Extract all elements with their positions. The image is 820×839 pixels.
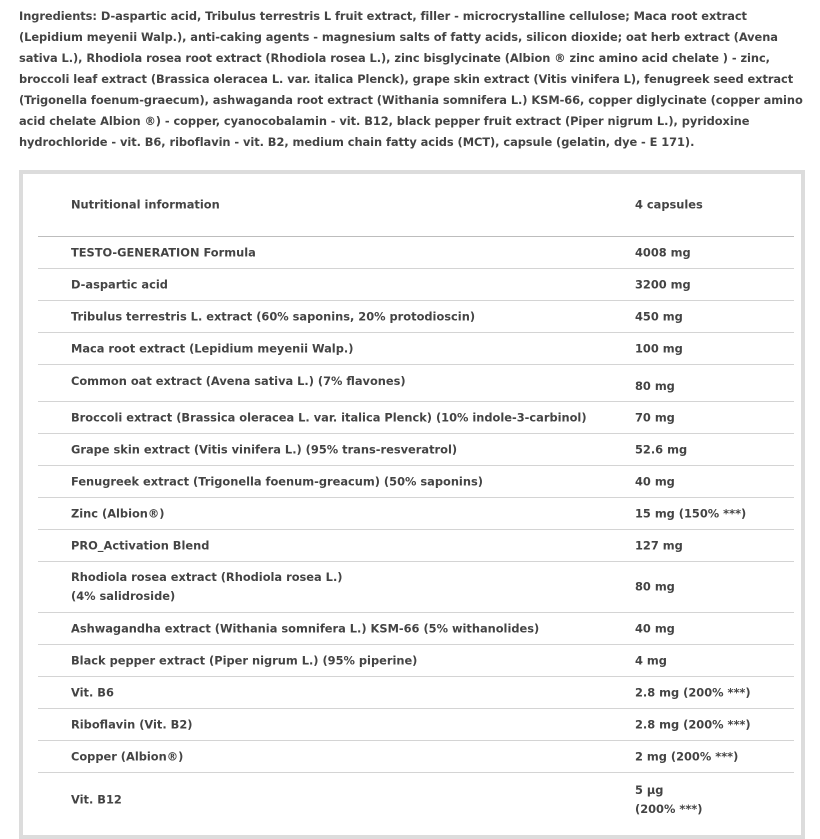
row-name-cell: Vit. B12 xyxy=(71,792,122,807)
header-value-cell: 4 capsules xyxy=(635,197,703,212)
table-row xyxy=(38,530,794,562)
table-row xyxy=(38,645,794,677)
row-value-cell: 5 µg (200% ***) xyxy=(635,783,703,816)
row-name-cell: Rhodiola rosea extract (Rhodiola rosea L.) (4% salidroside) xyxy=(71,570,343,603)
row-value-cell: 127 mg xyxy=(635,538,683,552)
row-value-cell: 2.8 mg (200% ***) xyxy=(635,717,751,731)
row-value-cell: 2 mg (200% ***) xyxy=(635,749,739,763)
row-name-cell: Riboflavin (Vit. B2) xyxy=(71,717,193,731)
table-row xyxy=(38,402,794,434)
row-name-cell: D-aspartic acid xyxy=(71,277,168,291)
table-row xyxy=(38,677,794,709)
row-name-cell: Common oat extract (Avena sativa L.) (7% flavones) xyxy=(71,374,406,388)
table-row xyxy=(38,365,794,402)
row-value-cell: 100 mg xyxy=(635,341,683,355)
row-name-cell: Maca root extract (Lepidium meyenii Walp.) xyxy=(71,341,354,355)
table-row xyxy=(38,434,794,466)
row-value-cell: 3200 mg xyxy=(635,277,691,291)
table-header-row xyxy=(38,174,794,237)
row-value-cell: 15 mg (150% ***) xyxy=(635,506,747,520)
table-row xyxy=(38,333,794,365)
row-value-cell: 52.6 mg xyxy=(635,442,688,456)
row-name-cell: Vit. B6 xyxy=(71,685,114,699)
row-name-cell: Fenugreek extract (Trigonella foenum-greacum) (50% saponins) xyxy=(71,474,483,488)
table-row xyxy=(38,741,794,773)
row-value-cell: 4 mg xyxy=(635,653,667,667)
row-name-cell: Broccoli extract (Brassica oleracea L. var. italica Plenck) (10% indole-3-carbinol) xyxy=(71,410,587,424)
row-name-cell: TESTO-GENERATION Formula xyxy=(71,245,256,259)
row-name-cell: PRO_Activation Blend xyxy=(71,538,210,552)
row-name-cell: Black pepper extract (Piper nigrum L.) (95% piperine) xyxy=(71,653,418,667)
table-row xyxy=(38,562,794,613)
ingredients-paragraph: Ingredients: D-aspartic acid, Tribulus terrestris L fruit extract, filler - microcrystalline cellulose; Maca root extract (Lepidium meyenii Walp.), anti-caking agents - magnesium salts of fatty acids, silicon dioxide; oat herb extract (Avena sativa L.), Rhodiola rosea root extract (Rhodiola rosea L.), zinc bisglycinate (Albion ® zinc amino acid chelate ) - zinc, broccoli leaf extract (Brassica oleracea L. var. italica Plenck), grape skin extract (Vitis vinifera L), fenugreek seed extract (Trigonella foenum-graecum), ashwaganda root extract (Withania somnifera L.) KSM-66, copper diglycinate (copper amino acid chelate Albion ®) - copper, cyanocobalamin - vit. B12, black pepper fruit extract (Piper nigrum L.), pyridoxine hydrochloride - vit. B6, riboflavin - vit. B2, medium chain fatty acids (MCT), capsule (gelatin, dye - E 171). xyxy=(19,9,803,149)
table-row xyxy=(38,773,794,827)
row-name-cell: Copper (Albion®) xyxy=(71,749,184,763)
row-name-cell: Ashwagandha extract (Withania somnifera L.) KSM-66 (5% withanolides) xyxy=(71,621,540,635)
table-row xyxy=(38,709,794,741)
header-name-cell: Nutritional information xyxy=(71,197,220,212)
row-value-cell: 4008 mg xyxy=(635,245,691,259)
row-value-cell: 40 mg xyxy=(635,621,675,635)
row-name-cell: Tribulus terrestris L. extract (60% saponins, 20% protodioscin) xyxy=(71,309,476,323)
table-row xyxy=(38,301,794,333)
table-row xyxy=(38,498,794,530)
table-row xyxy=(38,466,794,498)
row-name-cell: Zinc (Albion®) xyxy=(71,506,165,520)
table-row xyxy=(38,237,794,269)
table-row xyxy=(38,269,794,301)
row-value-cell: 70 mg xyxy=(635,410,675,424)
row-value-cell: 2.8 mg (200% ***) xyxy=(635,685,751,699)
nutrition-table xyxy=(19,170,805,839)
row-value-cell: 80 mg xyxy=(635,379,675,393)
table-row xyxy=(38,613,794,645)
row-value-cell: 450 mg xyxy=(635,309,683,323)
row-value-cell: 80 mg xyxy=(635,579,675,594)
row-value-cell: 40 mg xyxy=(635,474,675,488)
row-name-cell: Grape skin extract (Vitis vinifera L.) (95% trans-resveratrol) xyxy=(71,442,458,456)
